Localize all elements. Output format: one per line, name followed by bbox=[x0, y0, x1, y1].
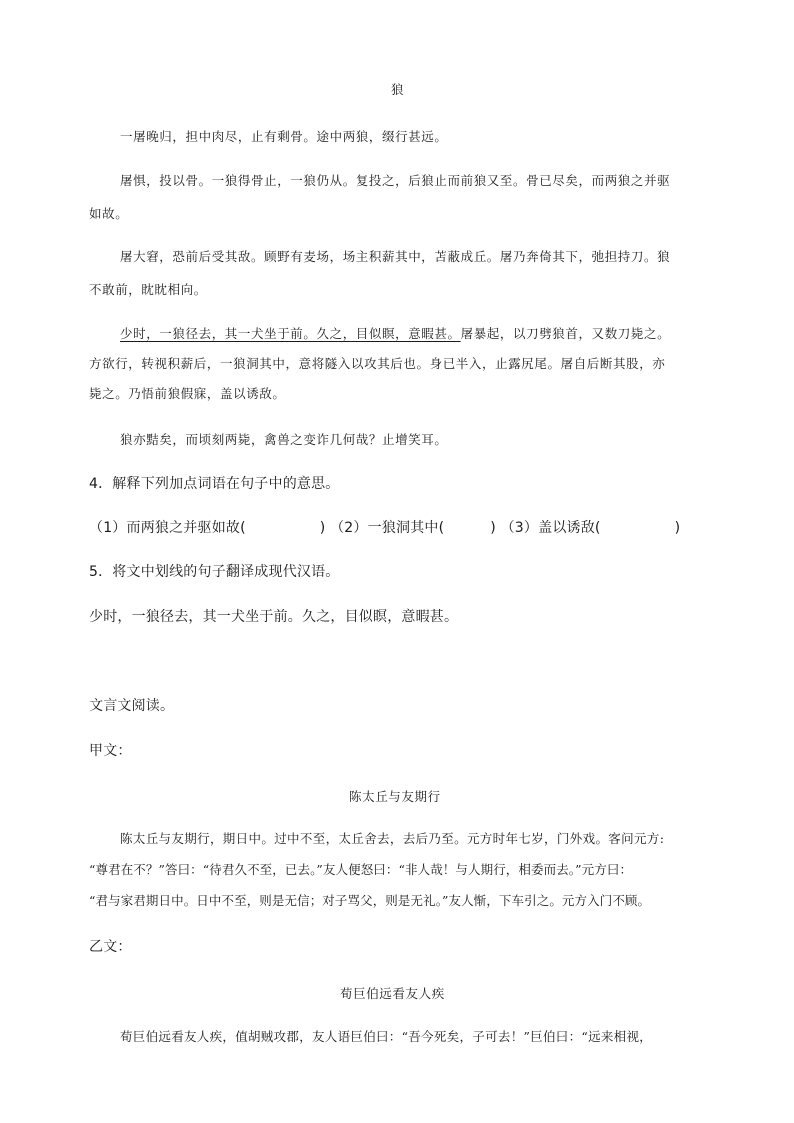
yi-line-1: 荀巨伯远看友人疾，值胡贼攻郡，友人语巨伯曰：“吾今死矣，子可去！”巨伯曰：“远来相视， bbox=[120, 1029, 653, 1044]
paragraph-4-line-1 bbox=[120, 325, 670, 343]
section-heading: 文言文阅读。 bbox=[89, 698, 175, 714]
jia-title: 陈太丘与友期行 bbox=[349, 789, 441, 804]
yi-label: 乙文： bbox=[89, 939, 132, 955]
jia-line-3: “君与家君期日中。日中不至，则是无信；对子骂父，则是无礼。”友人惭，下车引之。元方入门不顾。 bbox=[89, 893, 651, 908]
q4-item-1: （1）而两狼之并驱如故( bbox=[89, 520, 246, 536]
paragraph-4-line-3: 毙之。乃悟前狼假寐，盖以诱敌。 bbox=[89, 386, 286, 401]
passage-title: 狼 bbox=[391, 82, 405, 97]
paragraph-3-line-1: 屠大窘，恐前后受其敌。顾野有麦场，场主积薪其中，苫蔽成丘。屠乃奔倚其下，弛担持刀。狼 bbox=[120, 249, 671, 264]
question-5-prompt: 5．将文中划线的句子翻译成现代汉语。 bbox=[89, 564, 340, 580]
underlined-sentence: 少时，一狼径去，其一犬坐于前。久之，目似瞑，意暇甚。 bbox=[120, 326, 461, 341]
jia-line-2: “尊君在不？”答曰：“待君久不至，已去。”友人便怒曰：“非人哉！与人期行，相委而去。”元方曰： bbox=[89, 862, 633, 877]
question-4-items bbox=[89, 519, 680, 537]
q4-item-3-close: ) bbox=[674, 520, 681, 536]
paragraph-4-line-2: 方欲行，转视积薪后，一狼洞其中，意将隧入以攻其后也。身已半入，止露尻尾。屠自后断其股，亦 bbox=[89, 356, 666, 371]
q4-item-2-close: ) bbox=[490, 520, 496, 536]
q4-item-2: （2）一狼洞其中( bbox=[330, 520, 445, 536]
question-5-sentence: 少时，一狼径去，其一犬坐于前。久之，目似瞑，意暇甚。 bbox=[89, 609, 459, 625]
question-4-prompt: 4．解释下列加点词语在句子中的意思。 bbox=[89, 476, 340, 492]
paragraph-2-line-1: 屠惧，投以骨。一狼得骨止，一狼仍从。复投之，后狼止而前狼又至。骨已尽矣，而两狼之并驱 bbox=[120, 173, 671, 188]
paragraph-1: 一屠晚归，担中肉尽，止有剩骨。途中两狼，缀行甚远。 bbox=[120, 129, 448, 144]
jia-line-1: 陈太丘与友期行，期日中。过中不至，太丘舍去，去后乃至。元方时年七岁，门外戏。客问元方: bbox=[120, 831, 665, 846]
paragraph-3-line-2: 不敢前，眈眈相向。 bbox=[89, 282, 207, 297]
yi-title: 荀巨伯远看友人疾 bbox=[340, 986, 445, 1001]
q4-item-1-close: ) bbox=[319, 520, 326, 536]
q4-item-3: （3）盖以诱敌( bbox=[500, 520, 601, 536]
paragraph-4-rest: 屠暴起，以刀劈狼首，又数刀毙之。 bbox=[460, 326, 671, 341]
jia-label: 甲文： bbox=[89, 743, 132, 759]
paragraph-2-line-2: 如故。 bbox=[89, 206, 129, 221]
paragraph-5: 狼亦黠矣，而顷刻两毙，禽兽之变诈几何哉？止增笑耳。 bbox=[120, 432, 448, 447]
